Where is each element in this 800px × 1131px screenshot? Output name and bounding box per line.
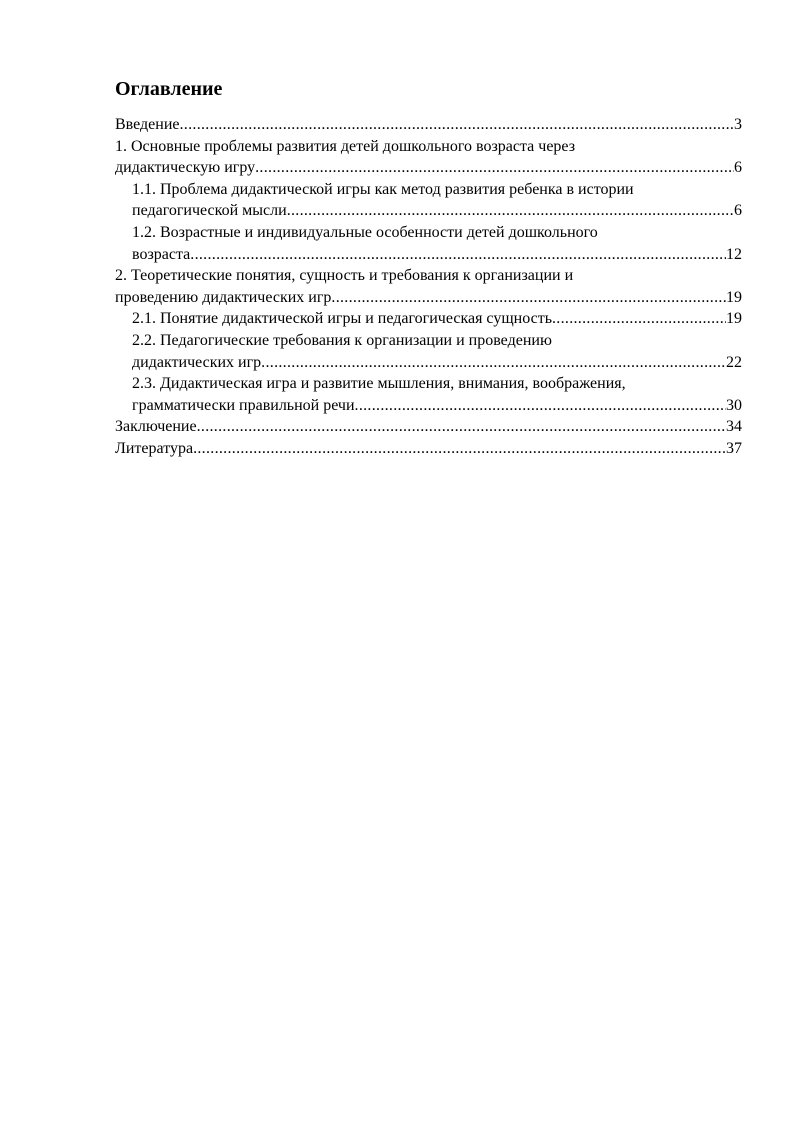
toc-entry-title-cont: педагогической мысли [132, 202, 287, 220]
toc-leader-line [115, 157, 742, 179]
toc-entry-title: Введение [115, 116, 180, 133]
toc-leader-line [115, 114, 742, 136]
toc-entry[interactable] [115, 136, 742, 179]
toc-entry-title-cont: грамматически правильной речи [132, 396, 355, 414]
toc-entry-title-line: 2. Теоретические понятия, сущность и требования к организации и [115, 267, 574, 285]
toc-dot-leader [331, 287, 726, 309]
toc-entry-title-cont: проведению дидактических игр [115, 288, 332, 306]
toc-entry-title: Литература [115, 439, 194, 457]
toc-entry-title-cont: дидактических игр [132, 353, 262, 371]
toc-dot-leader [190, 244, 726, 266]
toc-entry[interactable] [115, 416, 742, 438]
toc-dot-leader [552, 308, 726, 330]
toc-entry[interactable] [115, 265, 742, 308]
toc-page-number: 12 [726, 245, 742, 263]
toc-leader-line [132, 308, 742, 330]
table-of-contents [115, 114, 742, 460]
toc-entry[interactable] [115, 438, 742, 460]
toc-page-number: 34 [726, 418, 742, 436]
toc-dot-leader [261, 352, 726, 374]
toc-subentry[interactable] [115, 373, 742, 416]
toc-dot-leader [180, 114, 735, 136]
toc-leader-line [132, 395, 742, 417]
toc-dot-leader [197, 416, 726, 438]
toc-leader-line [132, 244, 742, 266]
toc-entry-title: Заключение [115, 418, 197, 436]
toc-heading: Оглавление [115, 78, 223, 100]
toc-subentry[interactable] [115, 308, 742, 330]
toc-page-number: 37 [726, 439, 742, 457]
toc-subentry[interactable] [115, 179, 742, 222]
toc-dot-leader [287, 200, 734, 222]
toc-dot-leader [193, 438, 726, 460]
toc-entry-title-line: 2.3. Дидактическая игра и развитие мышления, внимания, воображения, [132, 375, 626, 393]
toc-entry-title-cont: дидактическую игру [115, 159, 256, 177]
toc-page-number: 19 [726, 288, 742, 306]
toc-page-number: 6 [734, 159, 742, 177]
toc-subentry[interactable] [115, 222, 742, 265]
toc-entry-title-line: 2.2. Педагогические требования к организации и проведению [132, 331, 552, 349]
toc-leader-line [132, 352, 742, 374]
toc-leader-line [132, 200, 742, 222]
toc-entry-title-cont: возраста [132, 245, 191, 263]
toc-page-number: 6 [734, 202, 742, 220]
toc-page-number: 19 [726, 310, 742, 328]
toc-page-number: 22 [726, 353, 742, 371]
toc-entry-title-line: 1. Основные проблемы развития детей дошкольного возраста через [115, 137, 576, 155]
toc-page-number: 30 [726, 396, 742, 414]
toc-entry-title-line: 1.1. Проблема дидактической игры как метод развития ребенка в истории [132, 180, 634, 198]
toc-page-number: 3 [734, 116, 742, 133]
toc-leader-line [115, 287, 742, 309]
toc-subentry[interactable] [115, 330, 742, 373]
toc-leader-line [115, 416, 742, 438]
toc-leader-line [115, 438, 742, 460]
toc-dot-leader [355, 395, 726, 417]
toc-dot-leader [255, 157, 734, 179]
toc-entry-title: 2.1. Понятие дидактической игры и педагогическая сущность [132, 310, 552, 328]
toc-entry[interactable] [115, 114, 742, 136]
toc-entry-title-line: 1.2. Возрастные и индивидуальные особенности детей дошкольного [132, 223, 598, 241]
